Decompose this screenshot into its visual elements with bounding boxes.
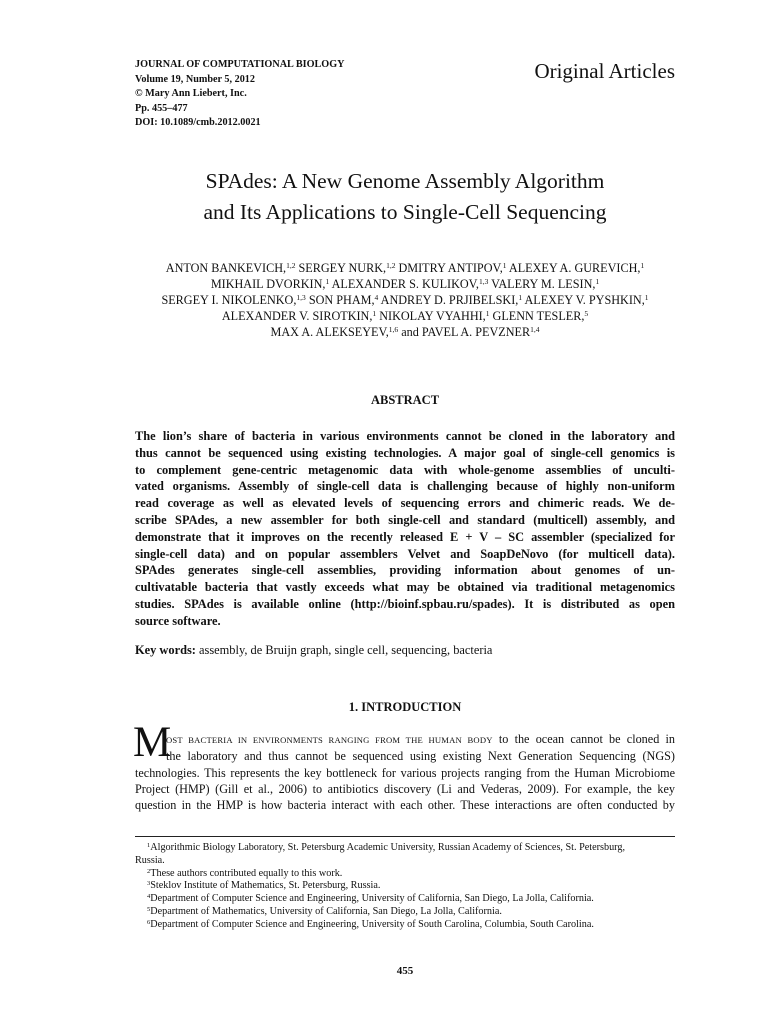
affiliation-mark: 1: [640, 261, 645, 270]
affiliation-mark: 1,4: [530, 325, 540, 334]
abstract-line: cultivatable bacteria that vastly exceeds what may be obtained via traditional metagenomics: [135, 580, 675, 595]
footnote: [135, 893, 675, 906]
footnote: [135, 842, 675, 855]
introduction-text: [135, 731, 675, 813]
journal-copyright: © Mary Ann Liebert, Inc.: [135, 88, 247, 99]
author-name: VALERY M. LESIN,: [488, 277, 596, 291]
abstract-heading: ABSTRACT: [370, 393, 440, 407]
author-name: MAX A. ALEKSEYEV,: [270, 325, 389, 339]
footnote: [135, 919, 675, 932]
footnote-text: Department of Computer Science and Engineering, University of California, San Diego, La Jolla, California.: [150, 893, 594, 905]
author-name: MIKHAIL DVORKIN,: [210, 277, 326, 291]
affiliation-mark: 5: [584, 309, 589, 318]
author-line: [0, 260, 768, 276]
footnote: [135, 868, 675, 881]
introduction-heading: 1. INTRODUCTION: [348, 700, 462, 714]
footnotes: [135, 842, 675, 932]
journal-pages: Pp. 455–477: [135, 102, 188, 114]
author-name: PAVEL A. PEVZNER: [421, 325, 531, 339]
abstract-line: studies. SPAdes is available online (http://bioinf.spbau.ru/spades). It is distributed as open: [135, 596, 675, 611]
keywords: [135, 642, 492, 659]
journal-info: [135, 58, 345, 131]
affiliation-mark: 1: [595, 277, 600, 286]
author-line: [0, 292, 768, 308]
author-name: SERGEY NURK,: [295, 261, 387, 275]
affiliation-mark: 1: [644, 293, 649, 302]
intro-line: the laboratory and thus cannot be sequenced using existing Next Generation Sequencing (NGS): [166, 749, 675, 764]
footnote-continuation: Russia.: [135, 854, 165, 866]
abstract-line: thus cannot be sequenced using existing technologies. A major goal of single-cell genomics is: [135, 445, 675, 460]
abstract-line: read coverage as well as elevated levels of sequencing errors and chimeric reads. We de-: [135, 496, 675, 511]
intro-smallcaps: OST BACTERIA IN ENVIRONMENTS RANGING FROM THE HUMAN BODY: [166, 735, 493, 745]
intro-line: [135, 731, 675, 748]
affiliation-mark: 1,6: [388, 325, 399, 334]
intro-line: Project (HMP) (Gill et al., 2006) to antibiotics discovery (Li and Vederas, 2009). For example, the key: [135, 781, 675, 796]
footnote-text: Department of Mathematics, University of California, San Diego, La Jolla, California.: [150, 905, 502, 917]
affiliation-mark: 1: [485, 309, 490, 318]
affiliation-mark: 4: [374, 293, 379, 302]
footnote-text: Department of Computer Science and Engineering, University of South Carolina, Columbia, South Carolina.: [150, 918, 594, 930]
page-number: 455: [396, 965, 414, 977]
intro-line: question in the HMP is how bacteria interact with each other. These interactions are often conducted by: [135, 798, 675, 813]
footnote-mark: 5: [147, 905, 151, 913]
author-line: [0, 308, 768, 324]
affiliation-mark: 1,2: [286, 261, 296, 270]
author-name: GLENN TESLER,: [489, 309, 585, 323]
intro-text: to the ocean cannot be cloned in: [492, 732, 675, 746]
abstract-line: vated organisms. Assembly of single-cell data is challenging because of highly non-uniform: [135, 479, 675, 494]
intro-line: technologies. This represents the key bottleneck for various projects ranging from the Human Microbiome: [135, 765, 675, 780]
footnote: [135, 906, 675, 919]
abstract-line: single-cell data) and on popular assemblers Velvet and SoapDeNovo (for multicell data).: [135, 546, 675, 561]
author-name: ALEXEY A. GUREVICH,: [506, 261, 641, 275]
affiliation-mark: 1: [502, 261, 507, 270]
affiliation-mark: 1: [372, 309, 377, 318]
author-name: ANTON BANKEVICH,: [165, 261, 287, 275]
keywords-text: assembly, de Bruijn graph, single cell, sequencing, bacteria: [195, 643, 493, 657]
footnote-text: Algorithmic Biology Laboratory, St. Petersburg Academic University, Russian Academy of Sciences, St. Petersburg,: [150, 842, 626, 853]
author-name: SERGEY I. NIKOLENKO,: [161, 293, 297, 307]
abstract-line: demonstrate that it improves on the recently released E + V – SC assembler (specialized for: [135, 529, 675, 544]
affiliation-mark: 1,2: [386, 261, 396, 270]
footnote-mark: 1: [147, 842, 151, 849]
author-line: [0, 276, 768, 292]
abstract-text: [135, 428, 675, 630]
footnote-mark: 3: [147, 880, 151, 888]
footnote-mark: 4: [147, 893, 151, 901]
keywords-label: Key words:: [135, 643, 196, 657]
title-line: SPAdes: A New Genome Assembly Algorithm: [205, 169, 605, 193]
section-label: Original Articles: [534, 59, 675, 83]
footnote: [135, 880, 675, 893]
affiliation-mark: 1,3: [296, 293, 306, 302]
author-name: ALEXEY V. PYSHKIN,: [522, 293, 645, 307]
author-name: DMITRY ANTIPOV,: [395, 261, 503, 275]
footnote-mark: 2: [147, 867, 151, 875]
author-name: NIKOLAY VYAHHI,: [376, 309, 486, 323]
footnote-text: These authors contributed equally to this work.: [150, 867, 343, 879]
footnote-text: Steklov Institute of Mathematics, St. Petersburg, Russia.: [150, 880, 381, 892]
article-title: [0, 166, 768, 228]
abstract-line: source software.: [135, 613, 221, 628]
journal-doi: DOI: 10.1089/cmb.2012.0021: [135, 117, 261, 128]
author-list: [0, 260, 768, 340]
affiliation-mark: 1,3: [478, 277, 489, 286]
author-name: ANDREY D. PRJIBELSKI,: [378, 293, 519, 307]
author-name: SON PHAM,: [305, 293, 375, 307]
drop-cap: M: [133, 719, 172, 766]
affiliation-mark: 1: [325, 277, 330, 286]
abstract-line: scribe SPAdes, a new assembler for both single-cell and standard (multicell) assembly, and: [135, 512, 675, 527]
author-line: [0, 324, 768, 340]
abstract-line: The lion’s share of bacteria in various environments cannot be cloned in the laboratory and: [135, 429, 675, 443]
author-name: ALEXANDER V. SIROTKIN,: [221, 309, 373, 323]
footnote-mark: 6: [147, 918, 151, 926]
journal-name: JOURNAL OF COMPUTATIONAL BIOLOGY: [135, 59, 345, 70]
abstract-line: to complement gene-centric metagenomic data with whole-genome assemblies of unculti-: [135, 462, 675, 477]
abstract-line: SPAdes generates single-cell assemblies, providing information about genomes of un-: [135, 563, 675, 578]
author-conjunction: and: [398, 325, 422, 339]
affiliation-mark: 1: [518, 293, 523, 302]
author-name: ALEXANDER S. KULIKOV,: [329, 277, 479, 291]
title-line: and Its Applications to Single-Cell Sequencing: [203, 200, 607, 224]
journal-volume: Volume 19, Number 5, 2012: [135, 73, 255, 85]
footnote-divider: [135, 836, 675, 837]
